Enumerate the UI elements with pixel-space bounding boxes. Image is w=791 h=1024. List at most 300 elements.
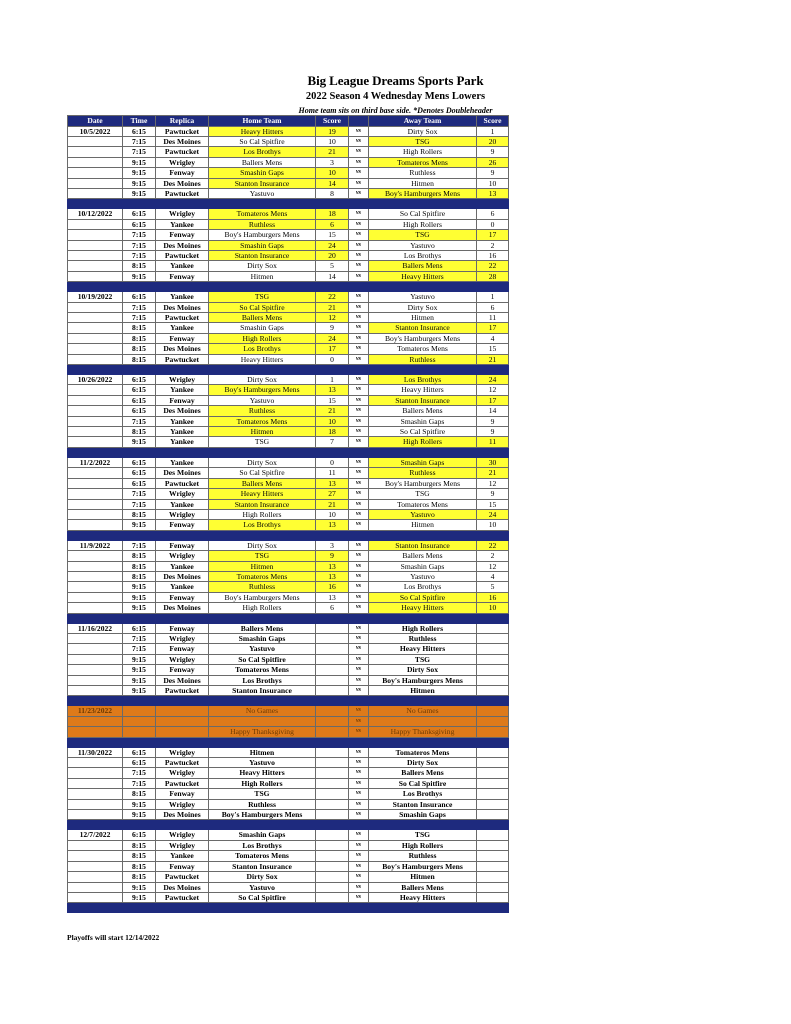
game-date (68, 188, 123, 198)
game-row (68, 603, 509, 613)
col-header-replica: Replica (156, 116, 209, 127)
home-team: Ballers Mens (209, 157, 316, 167)
week-separator-bar (68, 903, 509, 913)
away-team: Ballers Mens (369, 882, 477, 892)
game-time: 8:15 (123, 344, 156, 354)
game-time: 7:15 (123, 250, 156, 260)
vs-label: vs (349, 427, 369, 437)
game-time: 6:15 (123, 219, 156, 229)
home-team: Stanton Insurance (209, 499, 316, 509)
game-date (68, 427, 123, 437)
game-date (68, 520, 123, 530)
game-time: 7:15 (123, 633, 156, 643)
away-team: TSG (369, 654, 477, 664)
game-date (68, 665, 123, 675)
game-replica: Des Moines (156, 240, 209, 250)
away-team: So Cal Spitfire (369, 209, 477, 219)
game-replica: Fenway (156, 861, 209, 871)
vs-label: vs (349, 872, 369, 882)
game-row (68, 623, 509, 633)
game-time: 8:15 (123, 561, 156, 571)
game-replica: Pawtucket (156, 126, 209, 136)
home-team: Smashin Gaps (209, 633, 316, 643)
game-row (68, 499, 509, 509)
vs-label: vs (349, 302, 369, 312)
away-score: 21 (477, 354, 509, 364)
away-team: Ruthless (369, 354, 477, 364)
game-row (68, 654, 509, 664)
away-score: 30 (477, 457, 509, 467)
game-replica: Yankee (156, 851, 209, 861)
game-time: 6:15 (123, 457, 156, 467)
game-replica: Fenway (156, 395, 209, 405)
home-score: 16 (316, 582, 349, 592)
home-team: Los Brothys (209, 840, 316, 850)
game-replica: Pawtucket (156, 354, 209, 364)
game-time: 6:15 (123, 395, 156, 405)
vs-label: vs (349, 168, 369, 178)
game-date (68, 250, 123, 260)
away-score: 12 (477, 478, 509, 488)
home-team: Dirty Sox (209, 457, 316, 467)
home-team: TSG (209, 292, 316, 302)
home-team: Tomateros Mens (209, 571, 316, 581)
home-score (316, 810, 349, 820)
vs-label: vs (349, 830, 369, 840)
home-score (316, 665, 349, 675)
game-time (123, 716, 156, 726)
away-team: High Rollers (369, 840, 477, 850)
game-row (68, 509, 509, 519)
game-date (68, 406, 123, 416)
away-team: Hitmen (369, 313, 477, 323)
away-score (477, 623, 509, 633)
home-team: Yastuvo (209, 758, 316, 768)
game-date (68, 136, 123, 146)
vs-label: vs (349, 840, 369, 850)
col-header-vs (349, 116, 369, 127)
game-date (68, 313, 123, 323)
vs-label: vs (349, 157, 369, 167)
game-row (68, 375, 509, 385)
home-team: Stanton Insurance (209, 861, 316, 871)
vs-label: vs (349, 799, 369, 809)
week-separator (68, 530, 509, 540)
week-separator (68, 282, 509, 292)
away-score: 4 (477, 571, 509, 581)
home-team: Ruthless (209, 219, 316, 229)
away-team (369, 716, 477, 726)
game-row (68, 633, 509, 643)
week-separator (68, 903, 509, 913)
header-row (68, 116, 509, 127)
home-score (316, 789, 349, 799)
home-team: So Cal Spitfire (209, 892, 316, 902)
away-team: So Cal Spitfire (369, 592, 477, 602)
game-date (68, 686, 123, 696)
home-score (316, 633, 349, 643)
game-row (68, 758, 509, 768)
home-team: So Cal Spitfire (209, 136, 316, 146)
week-separator (68, 737, 509, 747)
game-row (68, 665, 509, 675)
home-team: Smashin Gaps (209, 323, 316, 333)
week-separator-bar (68, 365, 509, 375)
away-score: 28 (477, 271, 509, 281)
game-row (68, 292, 509, 302)
game-date (68, 240, 123, 250)
game-time: 6:15 (123, 406, 156, 416)
vs-label: vs (349, 778, 369, 788)
week-separator-bar (68, 447, 509, 457)
away-team: Tomateros Mens (369, 344, 477, 354)
home-team: Ruthless (209, 582, 316, 592)
game-time: 8:15 (123, 840, 156, 850)
game-date: 11/16/2022 (68, 623, 123, 633)
home-team: Los Brothys (209, 675, 316, 685)
home-team: Hitmen (209, 747, 316, 757)
game-replica (156, 716, 209, 726)
away-team: Boy's Hamburgers Mens (369, 333, 477, 343)
game-time: 7:15 (123, 644, 156, 654)
home-team: Tomateros Mens (209, 416, 316, 426)
away-team: Heavy Hitters (369, 892, 477, 902)
home-team: So Cal Spitfire (209, 654, 316, 664)
game-date (68, 789, 123, 799)
vs-label: vs (349, 810, 369, 820)
vs-label: vs (349, 188, 369, 198)
game-date (68, 395, 123, 405)
game-replica: Des Moines (156, 810, 209, 820)
home-team: Dirty Sox (209, 261, 316, 271)
game-date (68, 509, 123, 519)
game-row (68, 188, 509, 198)
away-team: Yastuvo (369, 292, 477, 302)
away-team: Ruthless (369, 468, 477, 478)
home-score: 21 (316, 147, 349, 157)
away-team: Heavy Hitters (369, 603, 477, 613)
game-row (68, 540, 509, 550)
away-score: 6 (477, 302, 509, 312)
game-row (68, 354, 509, 364)
game-time: 7:15 (123, 540, 156, 550)
away-score: 1 (477, 126, 509, 136)
game-row (68, 313, 509, 323)
away-team: Ballers Mens (369, 261, 477, 271)
game-time: 9:15 (123, 654, 156, 664)
game-row (68, 323, 509, 333)
home-score: 21 (316, 499, 349, 509)
away-team: Stanton Insurance (369, 395, 477, 405)
vs-label: vs (349, 261, 369, 271)
vs-label: vs (349, 178, 369, 188)
game-replica: Yankee (156, 292, 209, 302)
home-score: 8 (316, 188, 349, 198)
week-separator-bar (68, 737, 509, 747)
game-date (68, 882, 123, 892)
away-team: Yastuvo (369, 509, 477, 519)
schedule-body (68, 126, 509, 913)
vs-label: vs (349, 406, 369, 416)
game-replica: Yankee (156, 416, 209, 426)
away-team: High Rollers (369, 147, 477, 157)
game-time: 7:15 (123, 240, 156, 250)
game-replica: Des Moines (156, 882, 209, 892)
home-score: 13 (316, 592, 349, 602)
away-team: Ruthless (369, 633, 477, 643)
game-date (68, 302, 123, 312)
game-date (68, 561, 123, 571)
home-score (316, 830, 349, 840)
game-row (68, 582, 509, 592)
week-separator (68, 613, 509, 623)
game-date (68, 468, 123, 478)
home-team: High Rollers (209, 333, 316, 343)
game-replica: Wrigley (156, 768, 209, 778)
away-score: 9 (477, 427, 509, 437)
away-team: High Rollers (369, 437, 477, 447)
home-team: High Rollers (209, 778, 316, 788)
game-date (68, 799, 123, 809)
game-replica: Yankee (156, 427, 209, 437)
game-time: 8:15 (123, 789, 156, 799)
game-time: 7:15 (123, 302, 156, 312)
vs-label: vs (349, 654, 369, 664)
game-row (68, 768, 509, 778)
away-team: TSG (369, 830, 477, 840)
away-team: Stanton Insurance (369, 540, 477, 550)
game-time: 9:15 (123, 892, 156, 902)
home-team: No Games (209, 706, 316, 716)
schedule-table (67, 115, 509, 913)
vs-label: vs (349, 706, 369, 716)
vs-label: vs (349, 457, 369, 467)
away-score (477, 758, 509, 768)
game-replica: Yankee (156, 323, 209, 333)
away-score: 1 (477, 292, 509, 302)
vs-label: vs (349, 209, 369, 219)
vs-label: vs (349, 489, 369, 499)
col-header-date: Date (68, 116, 123, 127)
game-date (68, 654, 123, 664)
vs-label: vs (349, 468, 369, 478)
away-score: 26 (477, 157, 509, 167)
away-score: 9 (477, 489, 509, 499)
game-row (68, 892, 509, 902)
game-replica: Pawtucket (156, 892, 209, 902)
vs-label: vs (349, 219, 369, 229)
home-team: Los Brothys (209, 147, 316, 157)
game-time: 8:15 (123, 333, 156, 343)
away-team: Tomateros Mens (369, 499, 477, 509)
game-time: 7:15 (123, 499, 156, 509)
game-time: 7:15 (123, 136, 156, 146)
game-time: 8:15 (123, 261, 156, 271)
game-replica: Fenway (156, 230, 209, 240)
away-team: No Games (369, 706, 477, 716)
game-row (68, 571, 509, 581)
away-score (477, 892, 509, 902)
game-row (68, 561, 509, 571)
game-row (68, 261, 509, 271)
game-replica: Yankee (156, 385, 209, 395)
home-score: 13 (316, 478, 349, 488)
week-separator-bar (68, 282, 509, 292)
vs-label: vs (349, 509, 369, 519)
home-score: 3 (316, 540, 349, 550)
game-time: 9:15 (123, 603, 156, 613)
home-score: 13 (316, 571, 349, 581)
home-score: 6 (316, 219, 349, 229)
away-score (477, 644, 509, 654)
game-replica: Pawtucket (156, 313, 209, 323)
vs-label: vs (349, 633, 369, 643)
game-replica: Des Moines (156, 406, 209, 416)
game-time: 8:15 (123, 509, 156, 519)
home-team: Tomateros Mens (209, 665, 316, 675)
away-team: Hitmen (369, 872, 477, 882)
home-team: Tomateros Mens (209, 851, 316, 861)
game-date (68, 758, 123, 768)
game-date (68, 344, 123, 354)
away-team: Dirty Sox (369, 758, 477, 768)
vs-label: vs (349, 344, 369, 354)
game-date (68, 892, 123, 902)
game-replica: Fenway (156, 520, 209, 530)
away-score (477, 840, 509, 850)
game-replica: Wrigley (156, 157, 209, 167)
page-title: Big League Dreams Sports Park (307, 73, 484, 88)
game-replica: Yankee (156, 261, 209, 271)
vs-label: vs (349, 499, 369, 509)
home-score: 15 (316, 230, 349, 240)
home-score: 9 (316, 551, 349, 561)
game-date (68, 230, 123, 240)
away-score: 24 (477, 509, 509, 519)
vs-label: vs (349, 582, 369, 592)
home-score (316, 892, 349, 902)
away-score: 9 (477, 168, 509, 178)
game-time: 8:15 (123, 323, 156, 333)
home-team: Smashin Gaps (209, 830, 316, 840)
away-score: 12 (477, 385, 509, 395)
home-team: High Rollers (209, 509, 316, 519)
game-row (68, 250, 509, 260)
game-time: 8:15 (123, 354, 156, 364)
game-replica: Fenway (156, 271, 209, 281)
game-replica: Fenway (156, 644, 209, 654)
vs-label: vs (349, 882, 369, 892)
game-time: 9:15 (123, 188, 156, 198)
game-time: 6:15 (123, 292, 156, 302)
col-header-home-score: Score (316, 116, 349, 127)
away-team: Hitmen (369, 686, 477, 696)
week-separator-bar (68, 820, 509, 830)
game-time: 8:15 (123, 851, 156, 861)
away-team: Smashin Gaps (369, 561, 477, 571)
game-row (68, 789, 509, 799)
vs-label: vs (349, 333, 369, 343)
game-date (68, 478, 123, 488)
home-score: 14 (316, 178, 349, 188)
game-replica: Wrigley (156, 654, 209, 664)
game-date (68, 603, 123, 613)
game-time: 7:15 (123, 489, 156, 499)
game-time: 6:15 (123, 126, 156, 136)
vs-label: vs (349, 623, 369, 633)
game-date: 11/2/2022 (68, 457, 123, 467)
vs-label: vs (349, 768, 369, 778)
game-row (68, 136, 509, 146)
game-date (68, 489, 123, 499)
away-team: High Rollers (369, 623, 477, 633)
away-team: Hitmen (369, 520, 477, 530)
home-score: 15 (316, 395, 349, 405)
home-score (316, 716, 349, 726)
home-score: 19 (316, 126, 349, 136)
away-score: 24 (477, 375, 509, 385)
game-date (68, 716, 123, 726)
away-score (477, 675, 509, 685)
away-team: Los Brothys (369, 789, 477, 799)
home-score (316, 758, 349, 768)
game-replica: Fenway (156, 789, 209, 799)
home-score (316, 623, 349, 633)
game-time: 9:15 (123, 437, 156, 447)
home-team: High Rollers (209, 603, 316, 613)
home-team: Los Brothys (209, 520, 316, 530)
away-team: Los Brothys (369, 250, 477, 260)
away-score (477, 789, 509, 799)
game-time: 9:15 (123, 686, 156, 696)
week-separator (68, 365, 509, 375)
away-score (477, 768, 509, 778)
home-team: Smashin Gaps (209, 240, 316, 250)
away-score (477, 778, 509, 788)
vs-label: vs (349, 292, 369, 302)
holiday-row (68, 727, 509, 737)
game-date (68, 633, 123, 643)
away-score: 11 (477, 437, 509, 447)
game-replica: Des Moines (156, 302, 209, 312)
vs-label: vs (349, 716, 369, 726)
game-replica: Des Moines (156, 571, 209, 581)
home-score (316, 840, 349, 850)
page-subtitle: 2022 Season 4 Wednesday Mens Lowers (305, 91, 486, 102)
game-replica: Yankee (156, 582, 209, 592)
away-team: Boy's Hamburgers Mens (369, 188, 477, 198)
vs-label: vs (349, 375, 369, 385)
home-score (316, 644, 349, 654)
home-score: 5 (316, 261, 349, 271)
game-replica: Yankee (156, 499, 209, 509)
home-team: Dirty Sox (209, 540, 316, 550)
home-score: 14 (316, 271, 349, 281)
away-team: Los Brothys (369, 582, 477, 592)
away-score (477, 851, 509, 861)
home-team: So Cal Spitfire (209, 468, 316, 478)
game-replica: Yankee (156, 457, 209, 467)
game-row (68, 344, 509, 354)
vs-label: vs (349, 520, 369, 530)
home-score (316, 882, 349, 892)
game-replica: Fenway (156, 540, 209, 550)
vs-label: vs (349, 126, 369, 136)
game-date (68, 178, 123, 188)
game-time: 8:15 (123, 861, 156, 871)
game-replica: Wrigley (156, 799, 209, 809)
vs-label: vs (349, 727, 369, 737)
